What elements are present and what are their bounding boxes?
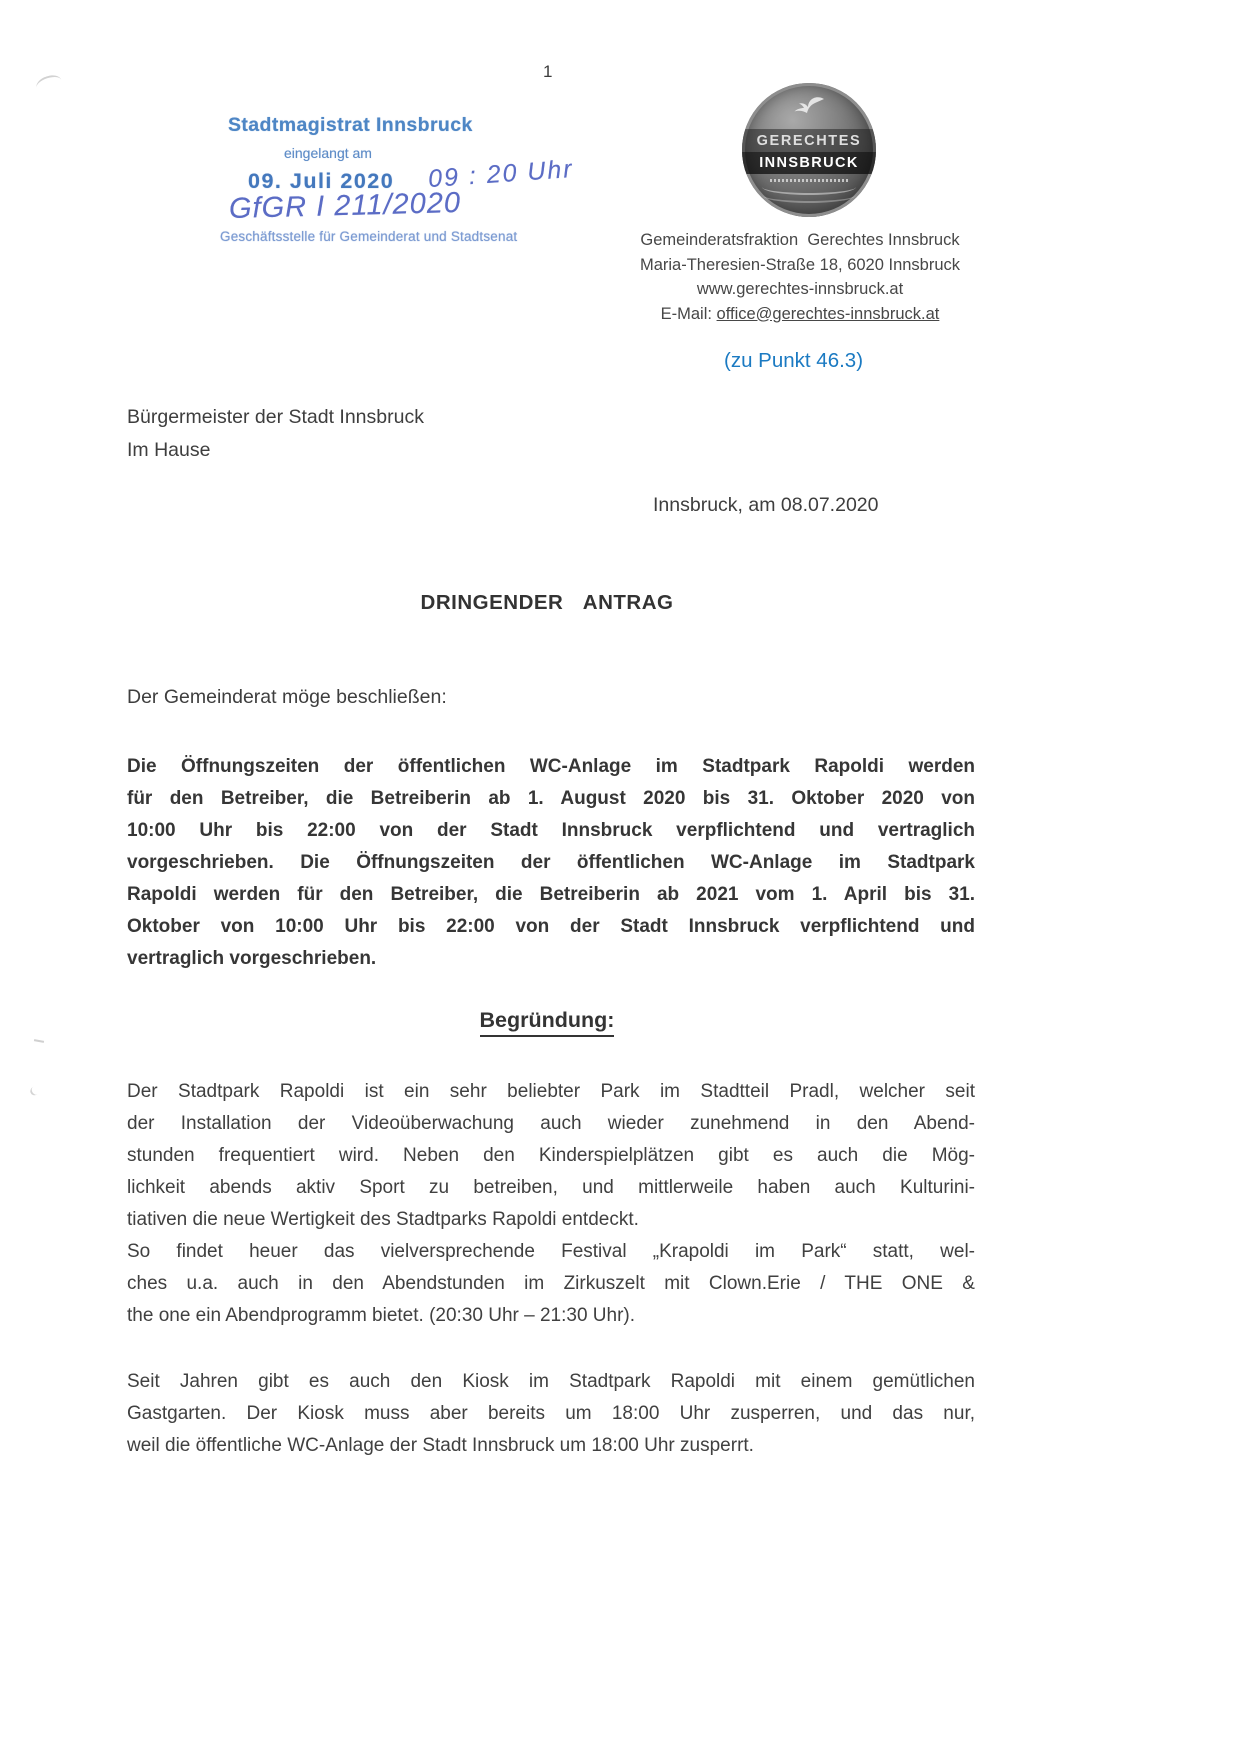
- justification-paragraph-1: [127, 1076, 975, 1236]
- justification-heading-text: Begründung:: [480, 1008, 615, 1037]
- scan-artifact: [28, 1084, 42, 1097]
- gerechtes-innsbruck-logo: [742, 83, 876, 217]
- recipient-name: Bürgermeister der Stadt Innsbruck: [127, 406, 424, 428]
- logo-wave-decoration: [762, 187, 856, 203]
- text-line: tiativen die neue Wertigkeit des Stadtparks Rapoldi entdeckt.: [127, 1209, 639, 1230]
- text-line: weil die öffentliche WC-Anlage der Stadt Innsbruck um 18:00 Uhr zusperrt.: [127, 1435, 754, 1456]
- dove-icon: [792, 95, 826, 117]
- text-line: Gastgarten. Der Kiosk muss aber bereits um 18:00 Uhr zusperren, und das nur,: [127, 1403, 975, 1424]
- dateline: Innsbruck, am 08.07.2020: [653, 494, 879, 516]
- sender-email-label: E-Mail:: [660, 304, 717, 323]
- recipient-block: [127, 401, 424, 467]
- handwritten-time: 09 : 20 Uhr: [427, 154, 575, 194]
- stamp-received-label: eingelangt am: [284, 145, 372, 161]
- intro-line: Der Gemeinderat möge beschließen:: [127, 686, 447, 708]
- justification-paragraph-2: [127, 1236, 975, 1332]
- justification-paragraph-3: [127, 1366, 975, 1462]
- text-line: Der Stadtpark Rapoldi ist ein sehr beliebter Park im Stadtteil Pradl, welcher seit: [127, 1081, 975, 1102]
- recipient-location: Im Hause: [127, 439, 211, 461]
- text-line: Die Öffnungszeiten der öffentlichen WC-Anlage im Stadtpark Rapoldi werden: [127, 756, 975, 777]
- sender-block: [610, 228, 990, 326]
- text-line: Seit Jahren gibt es auch den Kiosk im Stadtpark Rapoldi mit einem gemütlichen: [127, 1371, 975, 1392]
- document-title: DRINGENDER ANTRAG: [420, 591, 674, 614]
- text-line: vorgeschrieben. Die Öffnungszeiten der öffentlichen WC-Anlage im Stadtpark: [127, 852, 975, 873]
- text-line: the one ein Abendprogramm bietet. (20:30 Uhr – 21:30 Uhr).: [127, 1305, 636, 1326]
- sender-fraction: Gemeinderatsfraktion Gerechtes Innsbruck: [640, 231, 960, 249]
- logo-band-top: [742, 129, 876, 152]
- sender-website: www.gerechtes-innsbruck.at: [696, 280, 904, 298]
- sender-email-line: [610, 302, 990, 327]
- motion-text: [127, 751, 975, 975]
- text-line: ches u.a. auch in den Abendstunden im Zirkuszelt mit Clown.Erie / THE ONE &: [127, 1273, 975, 1294]
- agenda-reference: (zu Punkt 46.3): [724, 349, 864, 372]
- text-line: 10:00 Uhr bis 22:00 von der Stadt Innsbruck verpflichtend und vertraglich: [127, 820, 975, 841]
- text-line: für den Betreiber, die Betreiberin ab 1. August 2020 bis 31. Oktober 2020 von: [127, 788, 975, 809]
- sender-email-link[interactable]: office@gerechtes-innsbruck.at: [716, 304, 940, 323]
- logo-text-bottom: INNSBRUCK: [759, 155, 859, 171]
- text-line: vertraglich vorgeschrieben.: [127, 948, 377, 969]
- stamp-date: 09. Juli 2020: [248, 169, 395, 193]
- scan-artifact: [34, 72, 64, 95]
- text-line: So findet heuer das vielversprechende Festival „Krapoldi im Park“ statt, wel-: [127, 1241, 975, 1262]
- logo-text-top: GERECHTES: [756, 132, 862, 149]
- justification-heading: [0, 1008, 1094, 1033]
- logo-band-bottom: [742, 152, 876, 174]
- text-line: lichkeit abends aktiv Sport zu betreiben, und mittlerweile haben auch Kulturini-: [127, 1177, 975, 1198]
- stamp-department: Geschäftsstelle für Gemeinderat und Stadtsenat: [220, 229, 518, 244]
- sender-address: Maria-Theresien-Straße 18, 6020 Innsbruck: [639, 255, 961, 274]
- page-number: 1: [543, 62, 553, 81]
- text-line: der Installation der Videoüberwachung auch wieder zunehmend in den Abend-: [127, 1113, 975, 1134]
- text-line: stunden frequentiert wird. Neben den Kinderspielplätzen gibt es auch die Mög-: [127, 1145, 975, 1166]
- text-line: Rapoldi werden für den Betreiber, die Betreiberin ab 2021 vom 1. April bis 31.: [127, 884, 975, 905]
- text-line: Oktober von 10:00 Uhr bis 22:00 von der Stadt Innsbruck verpflichtend und: [127, 916, 975, 937]
- stamp-office: Stadtmagistrat Innsbruck: [228, 114, 473, 136]
- scan-artifact: [34, 1039, 44, 1043]
- handwritten-reference: GfGR I 211/2020: [228, 186, 462, 226]
